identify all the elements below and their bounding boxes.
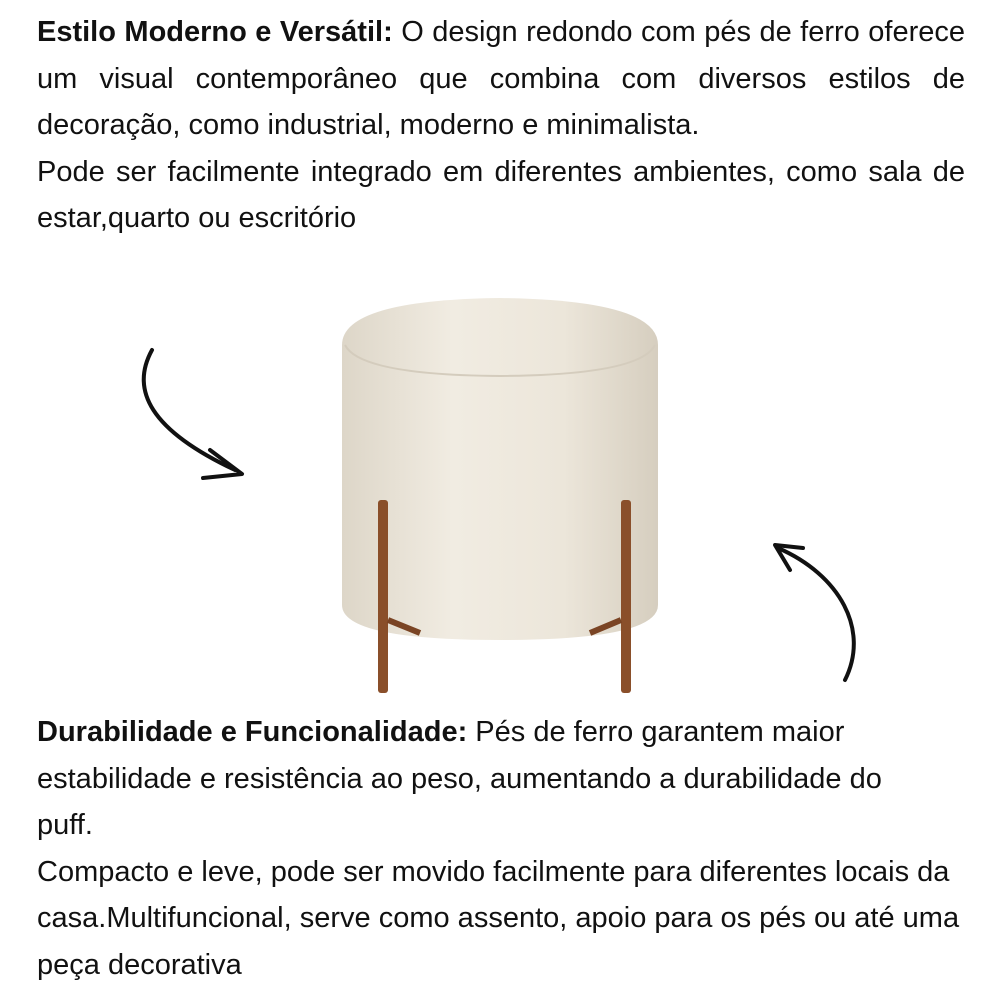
style-paragraph [37,9,965,149]
integration-paragraph: Pode ser facilmente integrado em diferentes ambientes, como sala de estar,quarto ou escritório [37,155,965,234]
right-arrow-icon [775,545,854,680]
puff-product-image [0,290,1000,710]
durability-heading: Durabilidade e Funcionalidade: [37,716,468,748]
left-arrow-icon [144,350,242,478]
style-heading: Estilo Moderno e Versátil: [37,16,393,48]
versatility-paragraph: Compacto e leve, pode ser movido facilmente para diferentes locais da casa.Multifuncional, serve como assento, apoio para os pés ou até uma peça decorativa [37,855,960,981]
style-text: O design redondo com pés de ferro oferece um visual contemporâneo que combina com diversos estilos de decoração, como industrial, moderno e minimalista. [37,16,965,141]
durability-description [37,709,987,988]
durability-text: Pés de ferro garantem maior estabilidade e resistência ao peso, aumentando a durabilidade do puff. [37,716,882,841]
style-description [37,9,965,242]
durability-paragraph [37,709,897,849]
puff [342,298,658,693]
